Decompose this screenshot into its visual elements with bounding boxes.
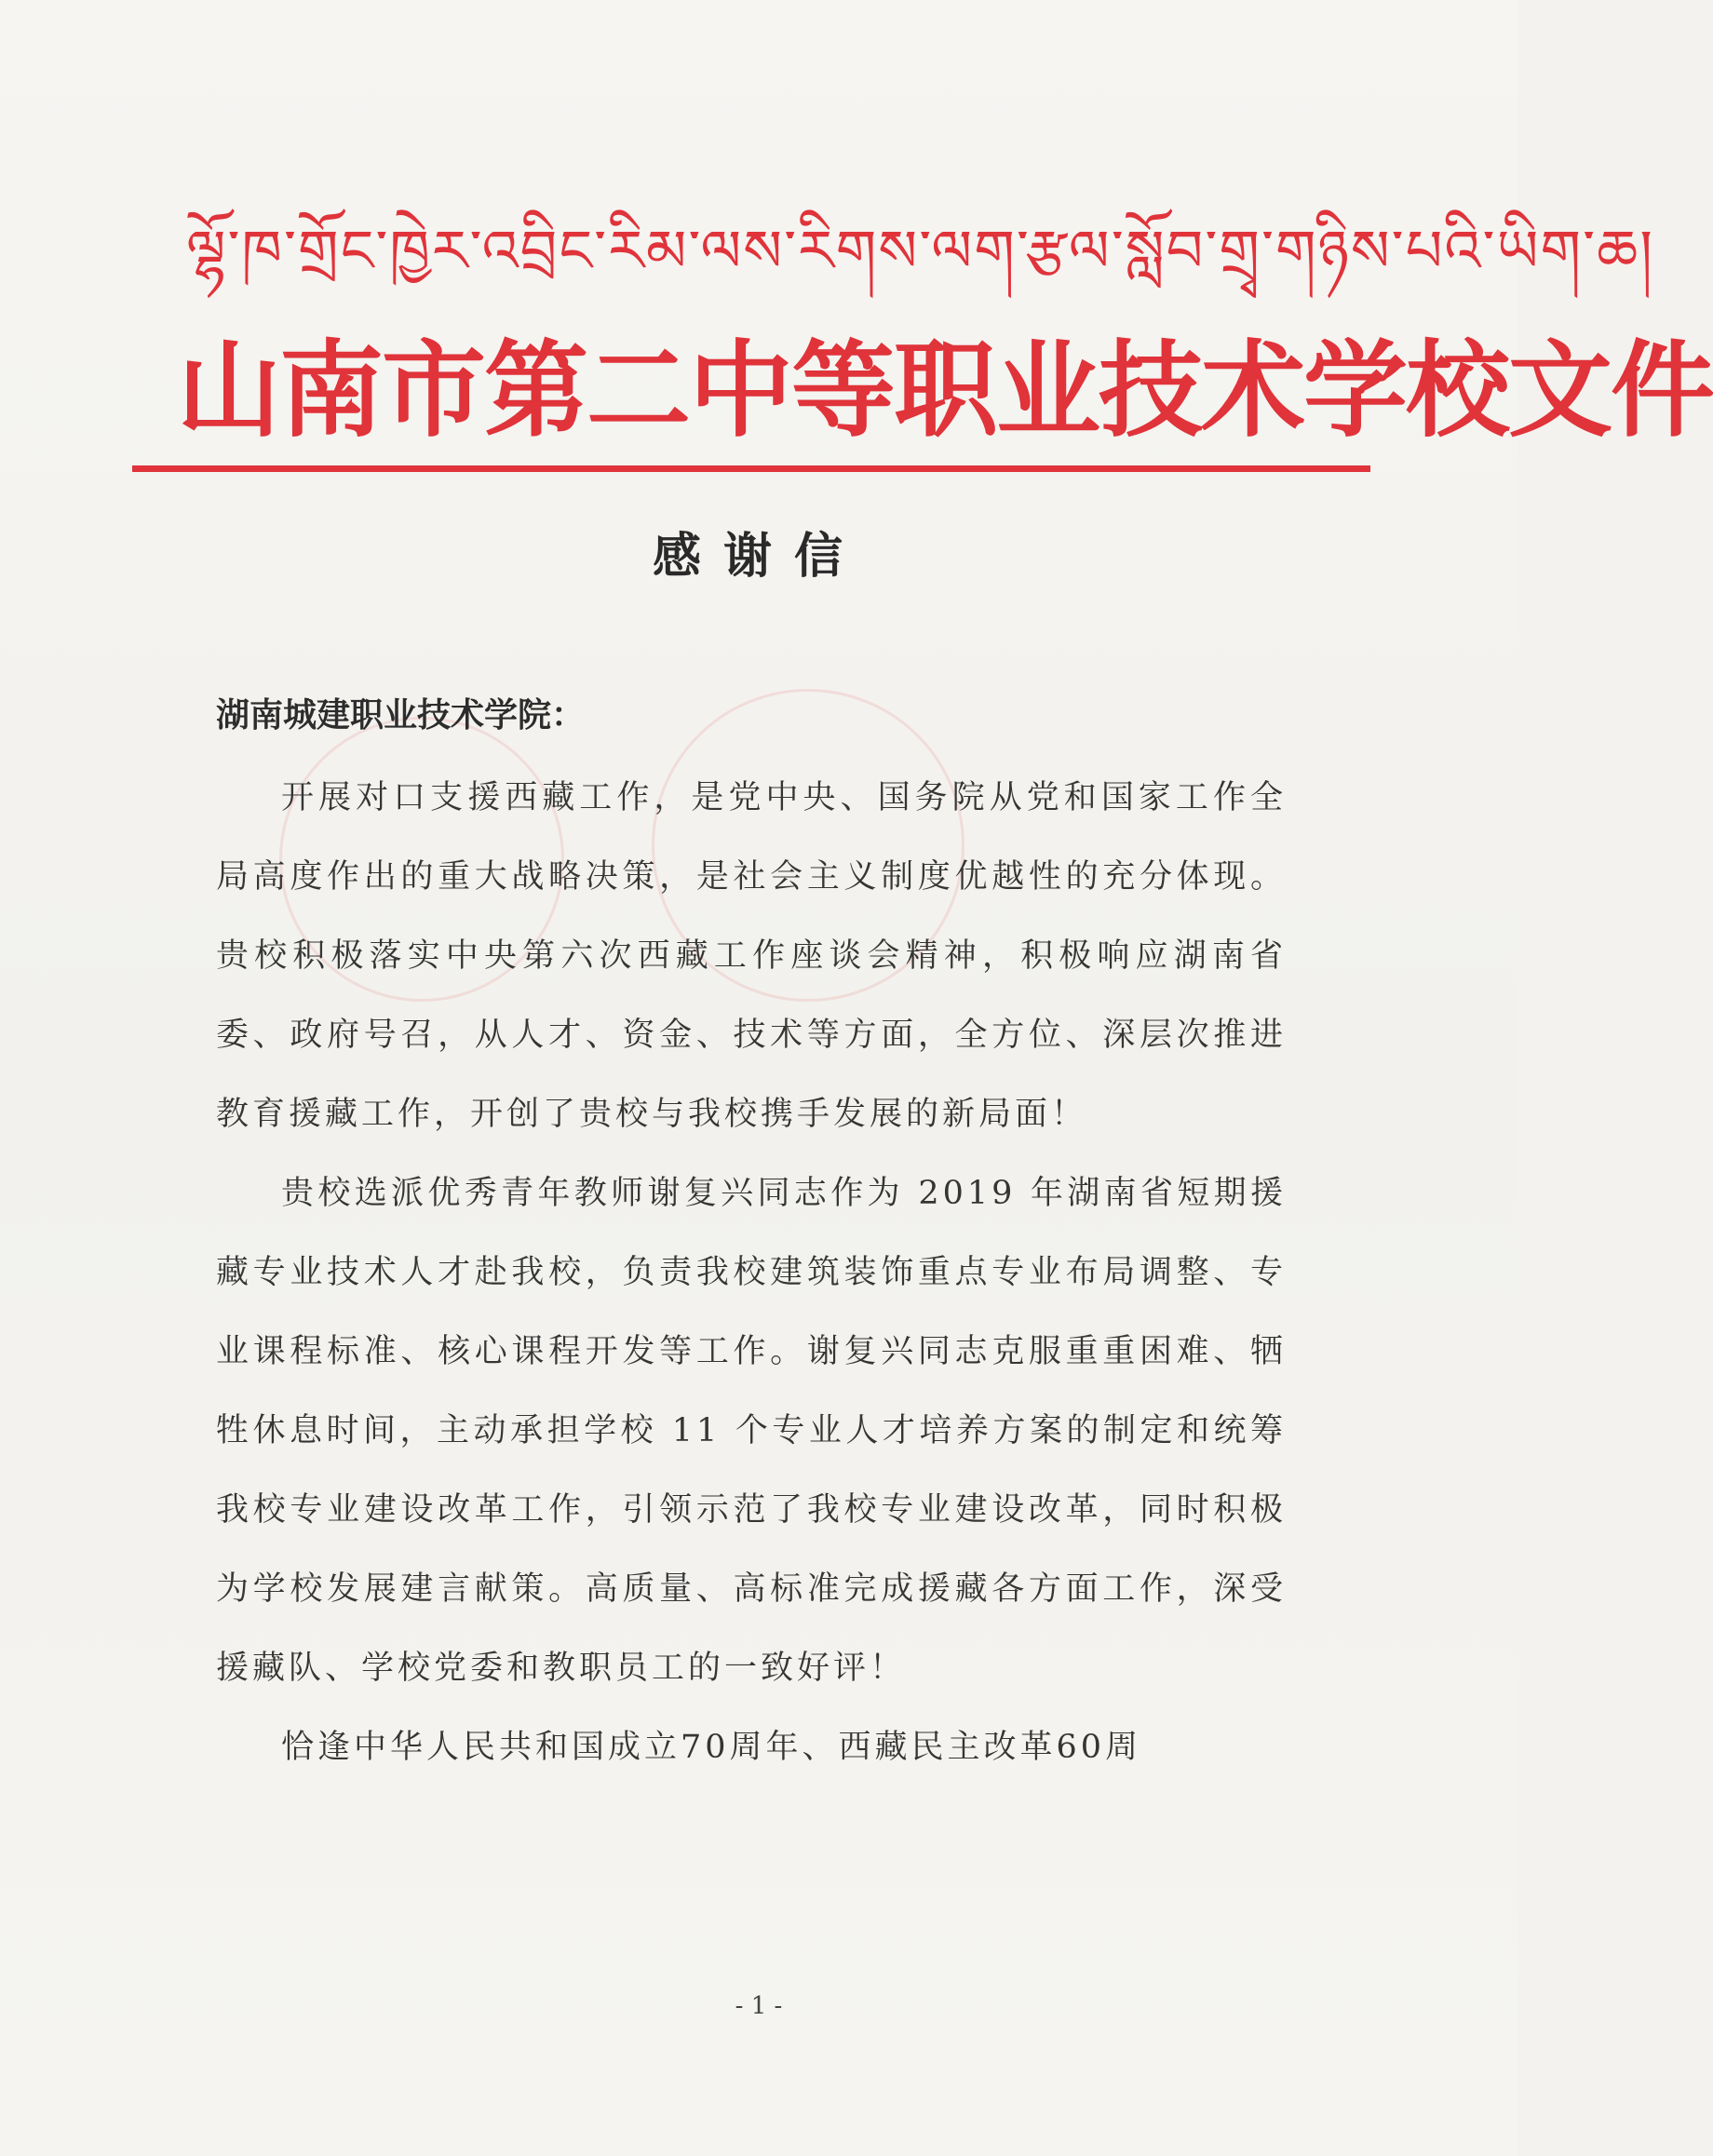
body-paragraph: 开展对口支援西藏工作，是党中央、国务院从党和国家工作全局高度作出的重大战略决策，是社会主义制度优越性的充分体现。贵校积极落实中央第六次西藏工作座谈会精神，积极响应湖南省委、政府号召，从人才、资金、技术等方面，全方位、深层次推进教育援藏工作，开创了贵校与我校携手发展的新局面！ [216,779,1287,1133]
document-title: 感谢信 [652,529,865,585]
page-number: - 1 - [735,1992,783,2020]
salutation: 湖南城建职业技术学院： [216,696,586,734]
letterhead-red-divider [132,465,1370,472]
tibetan-letterhead-title: ལྷོ་ཁ་གྲོང་ཁྱེར་འབྲིང་རིམ་ལས་རིགས་ལག་རྩལ་སློབ་གྲྭ་གཉིས་པའི་ཡིག་ཆ། [186,217,1655,285]
body-paragraph: 恰逢中华人民共和国成立70周年、西藏民主改革60周 [281,1729,1142,1766]
chinese-letterhead-title: 山南市第二中等职业技术学校文件 [177,330,1713,451]
letter-body [216,759,1287,1787]
body-paragraph: 贵校选派优秀青年教师谢复兴同志作为 2019 年湖南省短期援藏专业技术人才赴我校，负责我校建筑装饰重点专业布局调整、专业课程标准、核心课程开发等工作。谢复兴同志克服重重困难、牺牲休息时间，主动承担学校 11 个专业人才培养方案的制定和统筹我校专业建设改革工作，引领示范了我校专业建设改革，同时积极为学校发展建言献策。高质量、高标准完成援藏各方面工作，深受援藏队、学校党委和教职员工的一致好评！ [216,1175,1287,1687]
